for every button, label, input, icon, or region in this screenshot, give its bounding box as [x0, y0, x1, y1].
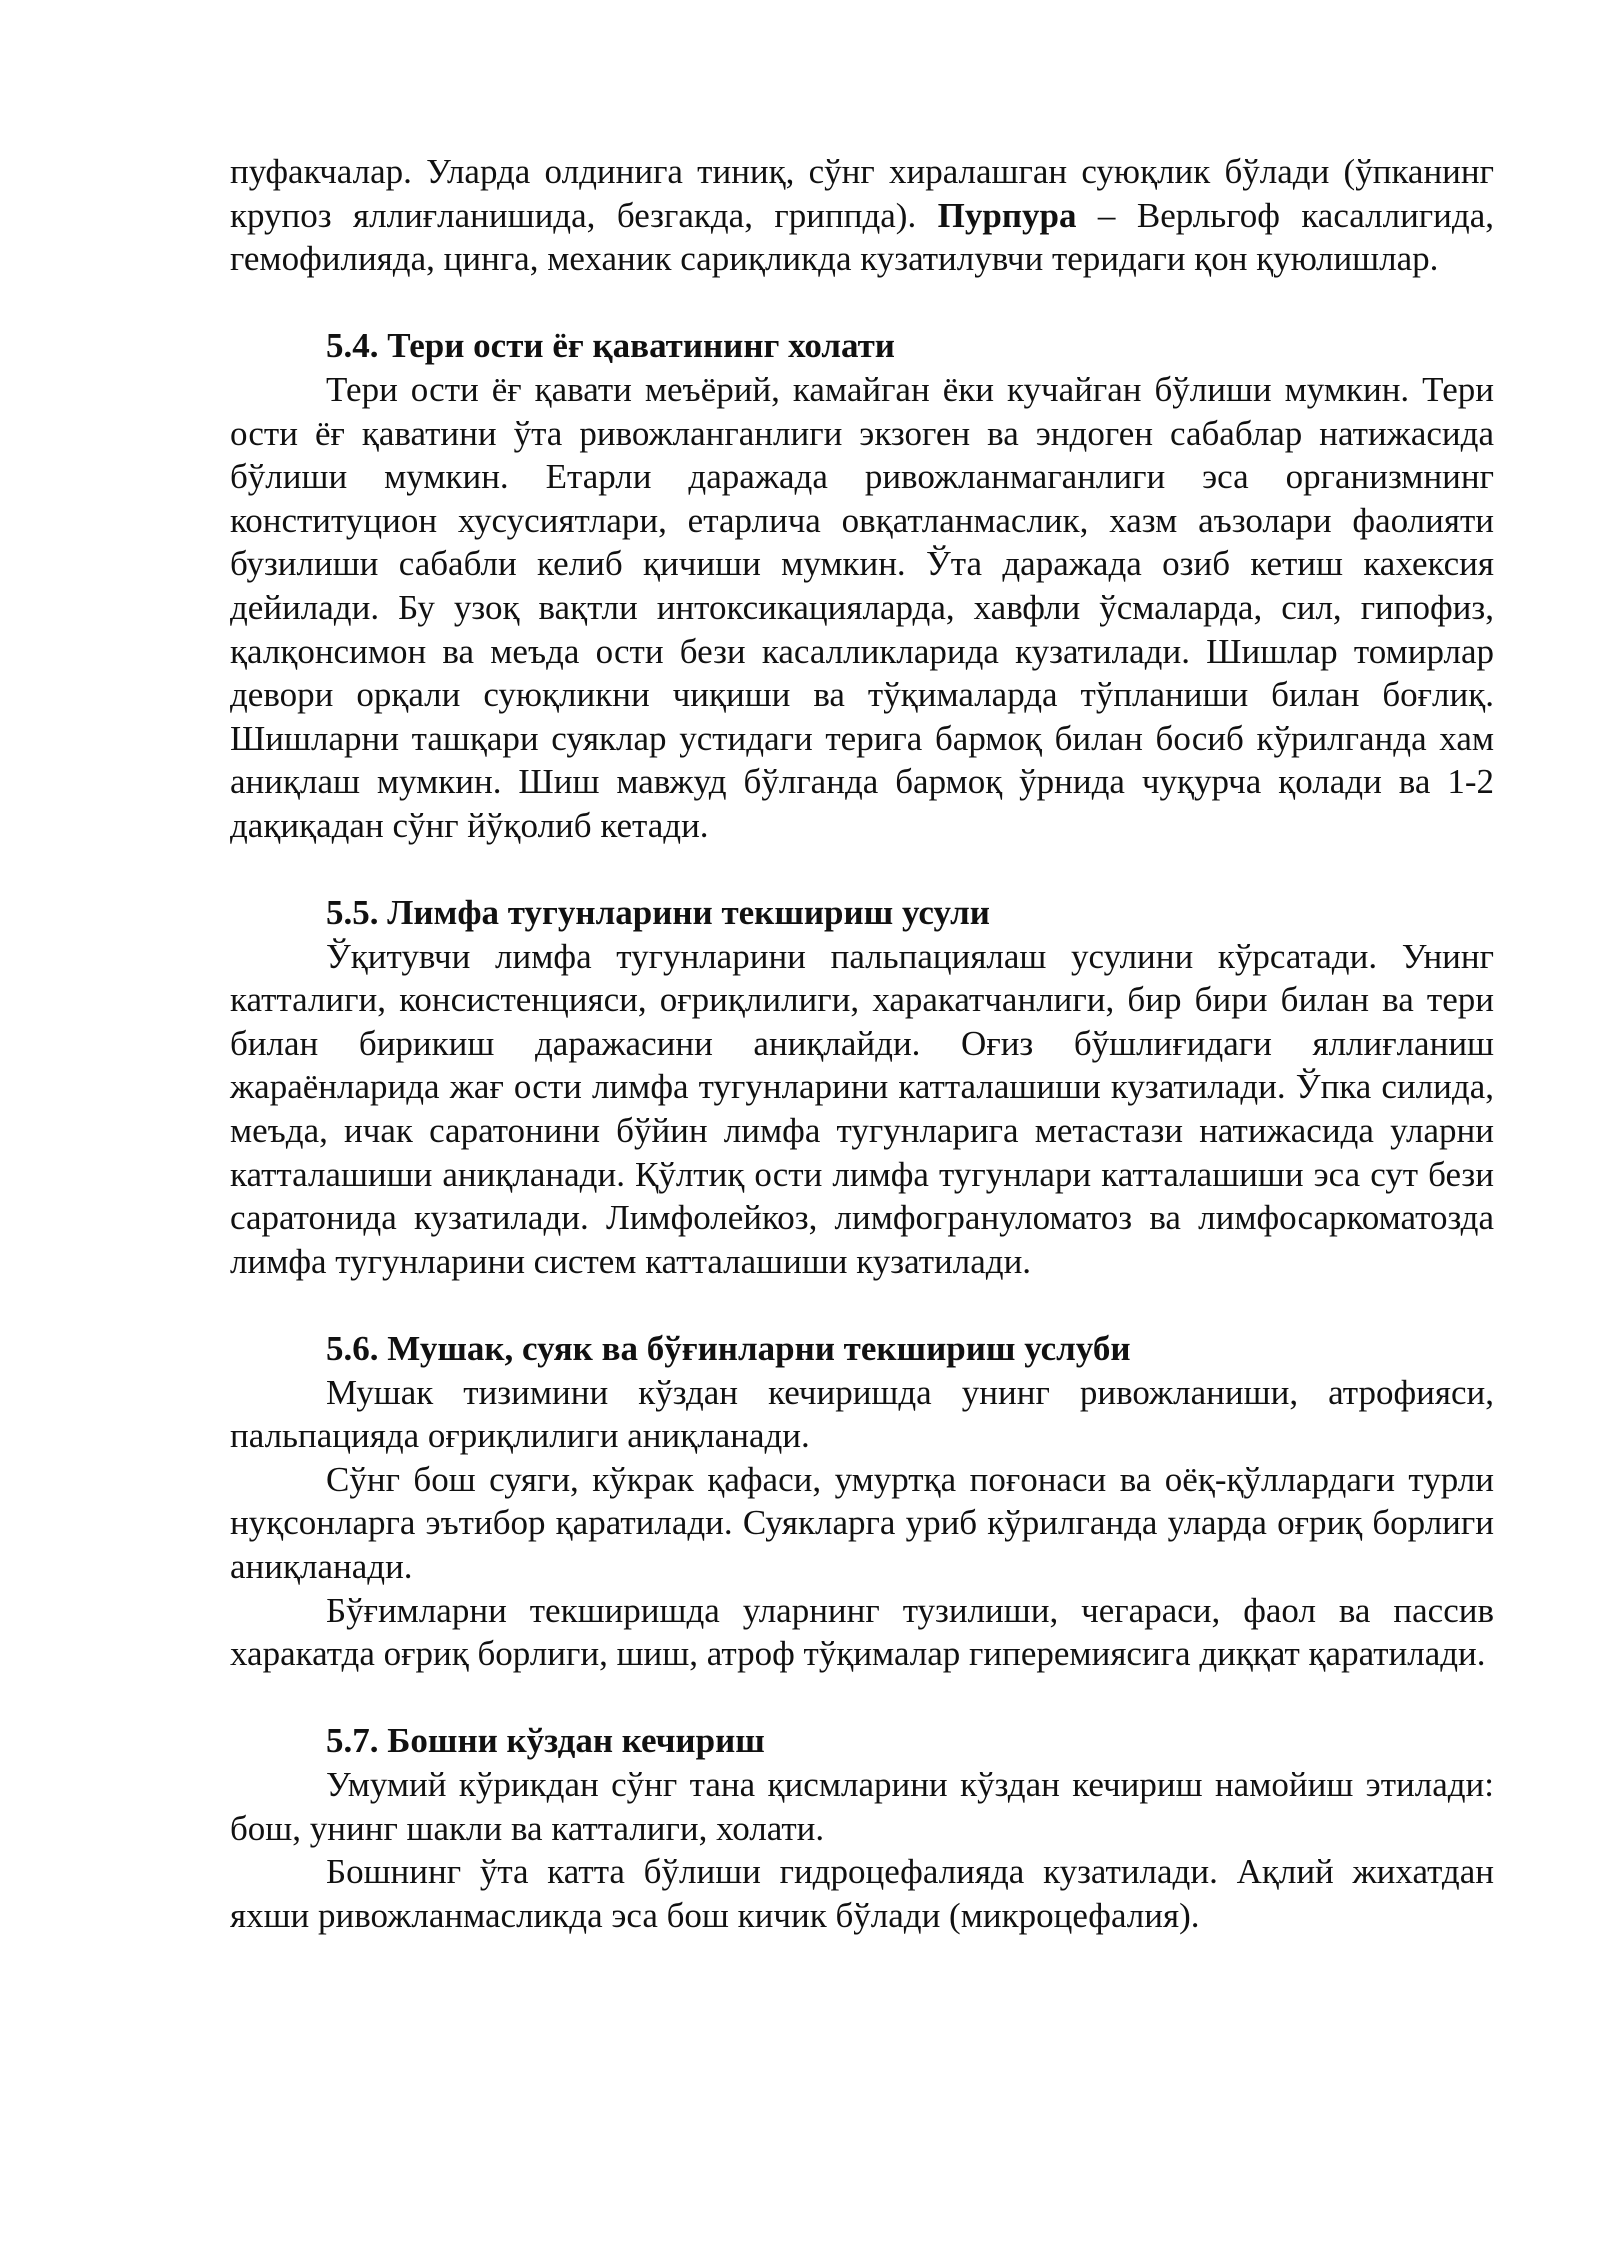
- section-5-4-paragraph: Тери ости ёғ қавати меъёрий, камайган ёки кучайган бўлиши мумкин. Тери ости ёғ қаватини ўта ривожланганлиги экзоген ва эндоген сабаблар натижасида бўлиши мумкин. Етарли даражада ривожланмаганлиги эса организмнинг конституцион хусусиятлари, етарлича овқатланмаслик, хазм аъзолари фаолияти бузилиши сабабли келиб қичиши мумкин. Ўта даражада озиб кетиш кахексия дейилади. Бу узоқ вақтли интоксикацияларда, хавфли ўсмаларда, сил, гипофиз, қалқонсимон ва меъда ости бези касалликларида кузатилади. Шишлар томирлар девори орқали суюқликни чиқиши ва тўқималарда тўпланиши билан боғлиқ. Шишларни ташқари суяклар устидаги терига бармоқ билан босиб кўрилганда хам аниқлаш мумкин. Шиш мавжуд бўлганда бармоқ ўрнида чуқурча қолади ва 1-2 дақиқадан сўнг йўқолиб кетади.: [230, 369, 1494, 845]
- section-heading-5-4: 5.4. Тери ости ёғ қаватининг холати: [326, 326, 895, 366]
- document-page: [230, 150, 1494, 1937]
- section-5-6-paragraph-1: Мушак тизимини кўздан кечиришда унинг ривожланиши, атрофияси, пальпацияда оғриқлилиги аниқланади.: [230, 1372, 1494, 1456]
- section-5-5-paragraph: Ўқитувчи лимфа тугунларини пальпациялаш усулини кўрсатади. Унинг катталиги, консистенцияси, оғриқлилиги, харакатчанлиги, бир бири билан ва тери билан бирикиш даражасини аниқлайди. Оғиз бўшлиғидаги яллиғланиш жараёнларида жағ ости лимфа тугунларини катталашиши кузатилади. Ўпка силида, меъда, ичак саратонини бўйин лимфа тугунларига метастази натижасида уларни катталашиши аниқланади. Қўлтиқ ости лимфа тугунлари катталашиши эса сут бези саратонида кузатилади. Лимфолейкоз, лимфогрануломатоз ва лимфосаркоматозда лимфа тугунларини систем катталашиши кузатилади.: [230, 936, 1494, 1281]
- section-5-7-paragraph-1: Умумий кўрикдан сўнг тана қисмларини кўздан кечириш намойиш этилади: бош, унинг шакли ва катталиги, холати.: [230, 1764, 1494, 1848]
- purpura-term: Пурпура: [937, 195, 1077, 235]
- intro-text-after: – Верльгоф касаллигида, гемофилияда, цинга, механик сариқликда кузатилувчи теридаги қон қуюлишлар.: [230, 195, 1494, 279]
- intro-paragraph: [230, 150, 1494, 281]
- section-heading-5-5: 5.5. Лимфа тугунларини текшириш усули: [326, 893, 990, 933]
- section-5-6-paragraph-2: Сўнг бош суяги, кўкрак қафаси, умуртқа поғонаси ва оёқ-қўллардаги турли нуқсонларга эътибор қаратилади. Суякларга уриб кўрилганда уларда оғриқ борлиги аниқланади.: [230, 1459, 1494, 1586]
- section-heading-5-7: 5.7. Бошни кўздан кечириш: [326, 1721, 765, 1761]
- section-heading-5-6: 5.6. Мушак, суяк ва бўғинларни текшириш услуби: [326, 1329, 1131, 1369]
- intro-text-before: пуфакчалар. Уларда олдинига тиниқ, сўнг хиралашган суюқлик бўлади (ўпканинг крупоз яллиғланишида, безгакда, гриппда).: [230, 152, 1494, 235]
- section-5-7-paragraph-2: Бошнинг ўта катта бўлиши гидроцефалияда кузатилади. Ақлий жихатдан яхши ривожланмасликда эса бош кичик бўлади (микроцефалия).: [230, 1852, 1494, 1935]
- section-5-6-paragraph-3: Бўғимларни текширишда уларнинг тузилиши, чегараси, фаол ва пассив харакатда оғриқ борлиги, шиш, атроф тўқималар гиперемиясига диққат қаратилади.: [230, 1590, 1494, 1674]
